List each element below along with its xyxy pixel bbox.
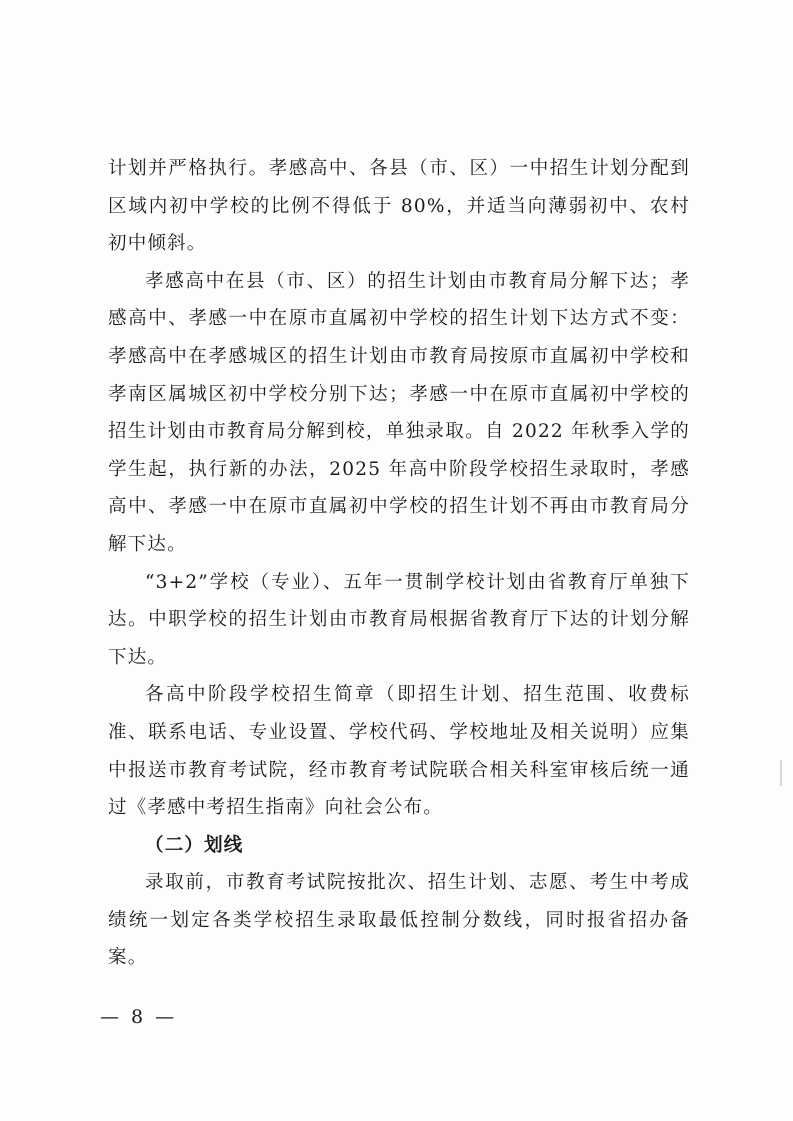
document-body bbox=[108, 150, 690, 977]
paragraph-admission-brochure: 各高中阶段学校招生简章（即招生计划、招生范围、收费标准、联系电话、专业设置、学校代码、学校地址及相关说明）应集中报送市教育考试院，经市教育考试院联合相关科室审核后统一通过《孝感中考招生指南》向社会公布。 bbox=[108, 684, 690, 819]
paragraph-score-line: 录取前，市教育考试院按批次、招生计划、志愿、考生中考成绩统一划定各类学校招生录取最低控制分数线，同时报省招办备案。 bbox=[108, 872, 690, 969]
section-heading: （二）划线 bbox=[145, 834, 244, 856]
paragraph-vocational-plan: “3+2”学校（专业）、五年一贯制学校计划由省教育厅单独下达。中职学校的招生计划由市教育局根据省教育厅下达的计划分解下达。 bbox=[108, 571, 690, 668]
paragraph-continuation: 计划并严格执行。孝感高中、各县（市、区）一中招生计划分配到区域内初中学校的比例不得低于 80%，并适当向薄弱初中、农村初中倾斜。 bbox=[108, 158, 690, 255]
page-number: — 8 — bbox=[100, 1006, 178, 1028]
paragraph-enrollment-plan: 孝感高中在县（市、区）的招生计划由市教育局分解下达；孝感高中、孝感一中在原市直属初中学校的招生计划下达方式不变：孝感高中在孝感城区的招生计划由市教育局按原市直属初中学校和孝南区属城区初中学校分别下达；孝感一中在原市直属初中学校的招生计划由市教育局分解到校，单独录取。自 2022 年秋季入学的学生起，执行新的办法，2025 年高中阶段学校招生录取时，孝感高中、孝感一中在原市直属初中学校的招生计划不再由市教育局分解下达。 bbox=[108, 270, 690, 555]
scan-artifact bbox=[780, 760, 782, 786]
